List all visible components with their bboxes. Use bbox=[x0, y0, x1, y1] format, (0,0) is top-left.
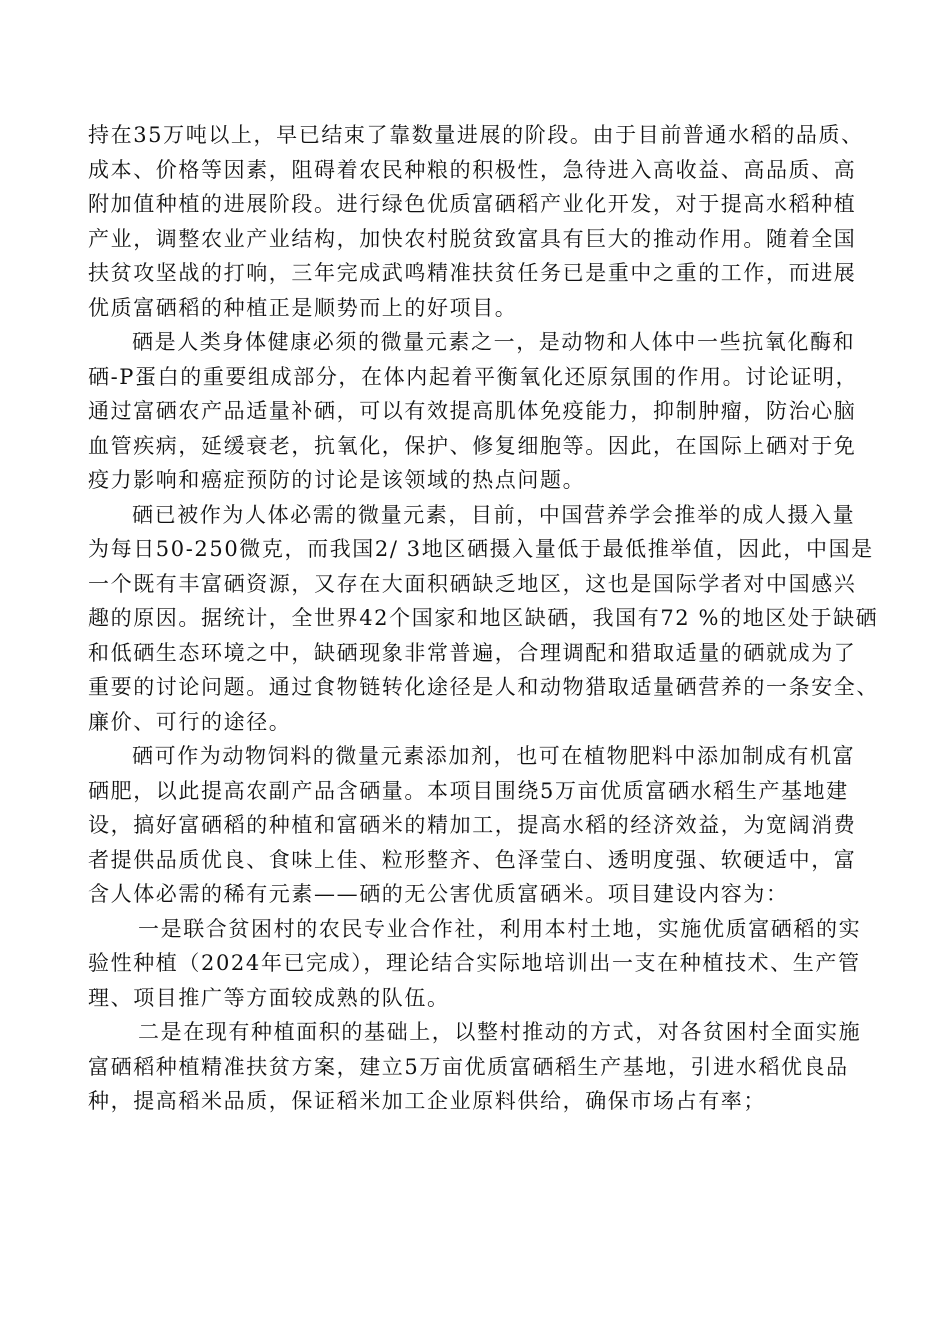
text-line: 者提供品质优良、食味上佳、粒形整齐、色泽莹白、透明度强、软硬适中，富 bbox=[88, 847, 857, 872]
text-line: 为每日50-250微克，而我国2/ 3地区硒摄入量低于最低推举值，因此，中国是 bbox=[88, 537, 874, 561]
document-body bbox=[88, 118, 878, 1119]
text-line: 验性种植（2024年已完成），理论结合实际地培训出一支在种植技术、生产管 bbox=[88, 951, 861, 975]
text-line: 种，提高稻米品质，保证稻米加工企业原料供给，确保市场占有率； bbox=[88, 1089, 766, 1113]
paragraph-first-line: 硒可作为动物饲料的微量元素添加剂，也可在植物肥料中添加制成有机富 bbox=[132, 744, 856, 768]
text-line: 含人体必需的稀有元素——硒的无公害优质富硒米。项目建设内容为： bbox=[88, 882, 789, 906]
text-line: 成本、价格等因素，阻碍着农民种粮的积极性，急待进入高收益、高品质、高 bbox=[88, 157, 857, 182]
text-line: 硒肥，以此提高农副产品含硒量。本项目围绕5万亩优质富硒水稻生产基地建 bbox=[88, 778, 849, 803]
text-line: 通过富硒农产品适量补硒，可以有效提高肌体免疫能力，抑制肿瘤，防治心脑 bbox=[88, 399, 857, 423]
paragraph-first-line: 二是在现有种植面积的基础上，以整村推动的方式，对各贫困村全面实施 bbox=[138, 1020, 862, 1044]
text-line: 廉价、可行的途径。 bbox=[88, 709, 292, 734]
text-line: 血管疾病，延缓衰老，抗氧化，保护、修复细胞等。因此，在国际上硒对于免 bbox=[88, 433, 857, 458]
text-line: 硒-P蛋白的重要组成部分，在体内起着平衡氧化还原氛围的作用。讨论证明， bbox=[88, 364, 859, 389]
text-line: 持在35万吨以上，早已结束了靠数量进展的阶段。由于目前普通水稻的品质、 bbox=[88, 123, 864, 147]
text-line: 和低硒生态环境之中，缺硒现象非常普遍，合理调配和猎取适量的硒就成为了 bbox=[88, 640, 857, 665]
text-line: 扶贫攻坚战的打响，三年完成武鸣精准扶贫任务已是重中之重的工作，而进展 bbox=[88, 261, 857, 285]
text-line: 附加值种植的进展阶段。进行绿色优质富硒稻产业化开发，对于提高水稻种植 bbox=[88, 192, 857, 216]
text-line: 理、项目推广等方面较成熟的队伍。 bbox=[88, 985, 450, 1010]
text-line: 重要的讨论问题。通过食物链转化途径是人和动物猎取适量硒营养的一条安全、 bbox=[88, 675, 879, 699]
paragraph-first-line: 硒已被作为人体必需的微量元素，目前，中国营养学会推举的成人摄入量 bbox=[132, 502, 856, 527]
text-line: 产业，调整农业产业结构，加快农村脱贫致富具有巨大的推动作用。随着全国 bbox=[88, 226, 857, 251]
text-line: 优质富硒稻的种植正是顺势而上的好项目。 bbox=[88, 295, 518, 320]
paragraph-first-line: 硒是人类身体健康必须的微量元素之一，是动物和人体中一些抗氧化酶和 bbox=[132, 330, 856, 354]
paragraph-first-line: 一是联合贫困村的农民专业合作社，利用本村土地，实施优质富硒稻的实 bbox=[138, 916, 862, 941]
text-line: 疫力影响和癌症预防的讨论是该领域的热点问题。 bbox=[88, 468, 586, 492]
text-line: 富硒稻种植精准扶贫方案，建立5万亩优质富硒稻生产基地，引进水稻优良品 bbox=[88, 1054, 849, 1079]
text-line: 一个既有丰富硒资源，又存在大面积硒缺乏地区，这也是国际学者对中国感兴 bbox=[88, 571, 857, 596]
text-line: 设，搞好富硒稻的种植和富硒米的精加工，提高水稻的经济效益，为宽阔消费 bbox=[88, 813, 857, 837]
text-line: 趣的原因。据统计，全世界42个国家和地区缺硒，我国有72 %的地区处于缺硒 bbox=[88, 606, 879, 630]
